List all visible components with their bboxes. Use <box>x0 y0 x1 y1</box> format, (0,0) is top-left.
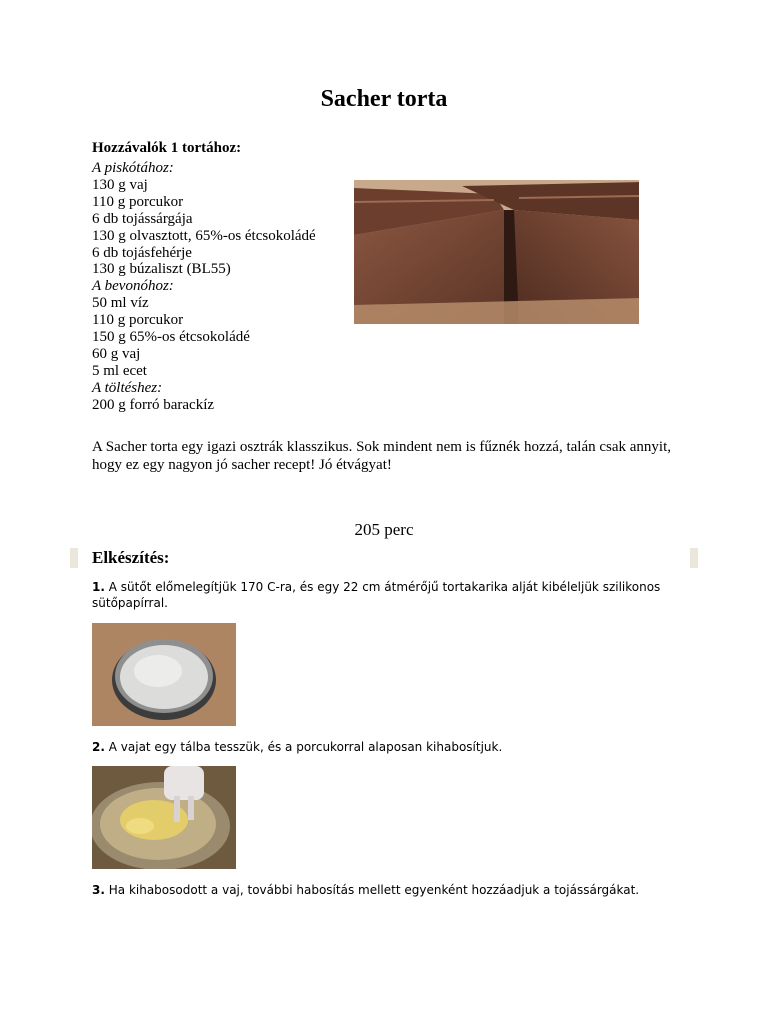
ingredient-item: 130 g vaj <box>92 176 148 193</box>
ingredient-item: 5 ml ecet <box>92 362 147 379</box>
cake-slice-photo <box>354 180 639 324</box>
ingredient-section-heading: A töltéshez: <box>92 379 163 396</box>
ingredient-item: 6 db tojásfehérje <box>92 244 192 261</box>
step-text: A sütőt előmelegítjük 170 C-ra, és egy 22 cm átmérőjű tortakarika alját kibéleljük szilikonos sütőpapírral. <box>92 580 661 610</box>
cooking-time: 205 perc <box>354 520 414 539</box>
ingredient-item: 60 g vaj <box>92 345 141 362</box>
step-number: 1. <box>92 580 105 594</box>
ingredients-list <box>92 160 316 414</box>
step-number: 2. <box>92 740 105 754</box>
ingredient-item: 150 g 65%-os étcsokoládé <box>92 329 250 346</box>
ingredient-item: 200 g forró barackíz <box>92 396 215 413</box>
step-2 <box>92 739 672 755</box>
ingredient-item: 6 db tojássárgája <box>92 210 193 227</box>
recipe-intro: A Sacher torta egy igazi osztrák klasszikus. Sok mindent nem is fűznék hozzá, talán csak annyit, hogy ez egy nagyon jó sacher recept! Jó étvágyat! <box>92 439 672 473</box>
ingredients-heading: Hozzávalók 1 tortához: <box>92 140 242 156</box>
step-text: Ha kihabosodott a vaj, további habosítás mellett egyenként hozzáadjuk a tojássárgákat. <box>108 883 640 897</box>
section-bar-left <box>70 548 78 568</box>
step-number: 3. <box>92 883 105 897</box>
preparation-heading: Elkészítés: <box>92 548 170 567</box>
ingredient-item: 50 ml víz <box>92 295 149 312</box>
step-text: A vajat egy tálba tesszük, és a porcukorral alaposan kihabosítjuk. <box>108 740 503 754</box>
ingredient-section-heading: A piskótához: <box>92 160 174 176</box>
recipe-title: Sacher torta <box>320 86 448 112</box>
step-3 <box>92 882 672 898</box>
cake-pan-photo <box>92 623 236 726</box>
ingredient-item: 130 g búzaliszt (BL55) <box>92 261 231 278</box>
ingredient-section-heading: A bevonóhoz: <box>92 278 174 295</box>
section-bar-right <box>690 548 698 568</box>
ingredient-item: 130 g olvasztott, 65%-os étcsokoládé <box>92 227 316 244</box>
butter-mixing-photo <box>92 766 236 869</box>
step-1 <box>92 579 672 611</box>
ingredient-item: 110 g porcukor <box>92 193 184 210</box>
ingredient-item: 110 g porcukor <box>92 312 184 329</box>
